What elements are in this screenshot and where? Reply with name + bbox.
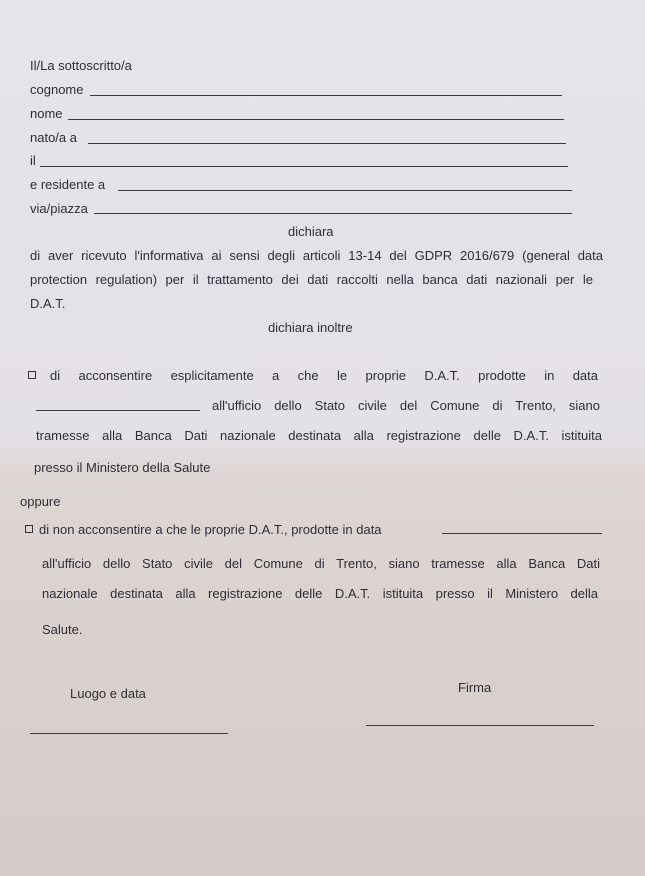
option2-date-line[interactable]	[442, 533, 602, 534]
field-label-cognome: cognome	[30, 82, 84, 97]
informativa-line-1: di aver ricevuto l'informativa ai sensi degli articoli 13-14 del GDPR 2016/679 (general data	[30, 248, 603, 263]
option1-date-line[interactable]	[36, 410, 200, 411]
option1-checkbox[interactable]	[28, 368, 44, 384]
informativa-line-3: D.A.T.	[30, 296, 66, 311]
field-line-cognome[interactable]	[90, 95, 562, 96]
option1-line-4: presso il Ministero della Salute	[34, 460, 211, 475]
header-text: Il/La sottoscritto/a	[30, 58, 132, 73]
field-line-il[interactable]	[40, 166, 568, 167]
field-line-nato[interactable]	[88, 143, 566, 144]
option1-line-1: di acconsentire esplicitamente a che le proprie D.A.T. prodotte in data	[50, 368, 598, 383]
dichiara-heading: dichiara	[288, 224, 334, 239]
luogo-data-line[interactable]	[30, 733, 228, 734]
field-line-residente[interactable]	[118, 190, 572, 191]
field-label-residente: e residente a	[30, 177, 106, 192]
checkbox-square-icon[interactable]	[28, 371, 36, 379]
informativa-line-2: protection regulation) per il trattamento dei dati raccolti nella banca dati nazionali per le	[30, 272, 593, 287]
field-label-nato: nato/a a	[30, 130, 77, 145]
dichiara-inoltre-heading: dichiara inoltre	[268, 320, 353, 335]
option1-line-3: tramesse alla Banca Dati nazionale destinata alla registrazione delle D.A.T. istituita	[36, 428, 602, 443]
option2-line-3: nazionale destinata alla registrazione delle D.A.T. istituita presso il Ministero della	[42, 586, 598, 601]
field-label-il: il	[30, 153, 36, 168]
firma-line[interactable]	[366, 725, 594, 726]
field-label-via: via/piazza	[30, 201, 88, 216]
oppure-text: oppure	[20, 494, 61, 509]
option2-line-1: di non acconsentire a che le proprie D.A.T., prodotte in data	[39, 522, 382, 537]
option2-line-4: Salute.	[42, 622, 83, 637]
option1-line-2: all'ufficio dello Stato civile del Comune di Trento, siano	[212, 398, 600, 413]
field-label-nome: nome	[30, 106, 63, 121]
field-line-via[interactable]	[94, 213, 572, 214]
checkbox-square-icon[interactable]	[25, 525, 33, 533]
luogo-data-label: Luogo e data	[70, 686, 146, 701]
option2-line-2: all'ufficio dello Stato civile del Comune di Trento, siano tramesse alla Banca Dati	[42, 556, 600, 571]
firma-label: Firma	[458, 680, 492, 695]
field-line-nome[interactable]	[68, 119, 564, 120]
